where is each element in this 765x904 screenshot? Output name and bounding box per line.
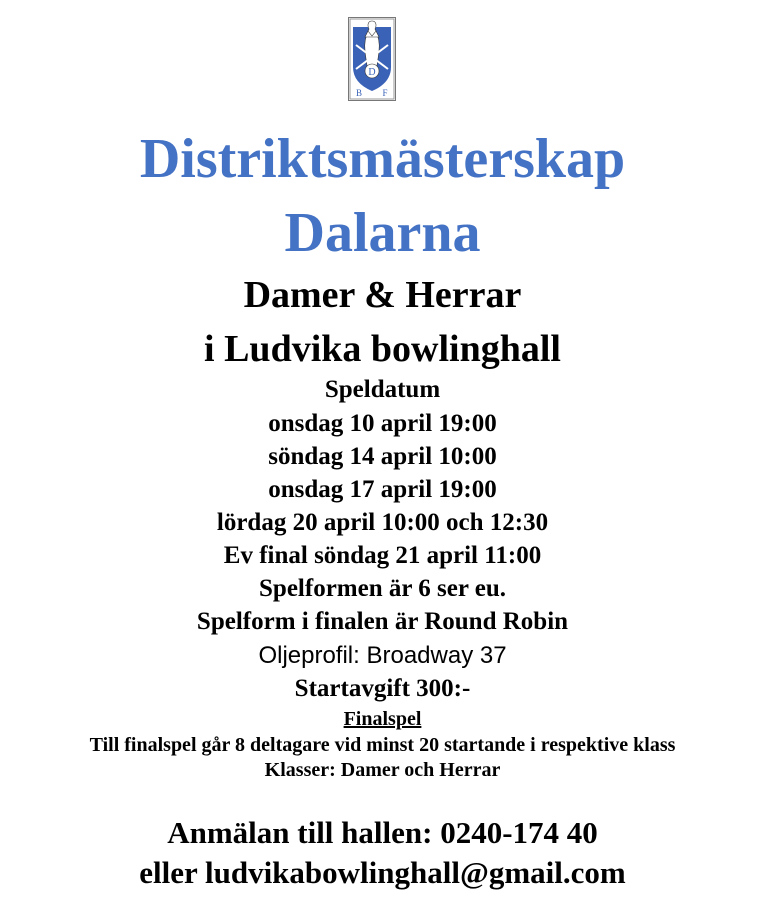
oil-profile: Oljeprofil: Broadway 37	[258, 642, 507, 669]
schedule-date-2: söndag 14 april 10:00	[268, 443, 497, 470]
finals-heading: Finalspel	[343, 708, 422, 730]
title-line-2: Dalarna	[284, 202, 481, 264]
schedule-date-3: onsdag 17 april 19:00	[268, 476, 497, 503]
title-line-1: Distriktsmästerskap	[139, 128, 626, 190]
schedule-date-1: onsdag 10 april 19:00	[268, 410, 497, 437]
logo-letter-f: F	[382, 88, 388, 98]
signup-phone: Anmälan till hallen: 0240-174 40	[167, 815, 598, 850]
finals-rule: Till finalspel går 8 deltagare vid minst 20 startande i respektive klass	[89, 734, 676, 756]
federation-logo	[348, 17, 396, 101]
logo-letter-b: B	[355, 88, 363, 98]
final-format-line: Spelform i finalen är Round Robin	[196, 608, 569, 635]
format-line: Spelformen är 6 ser eu.	[259, 575, 506, 602]
finals-classes: Klasser: Damer och Herrar	[264, 759, 501, 781]
schedule-label: Speldatum	[324, 376, 441, 403]
heading-line-2: i Ludvika bowlinghall	[204, 328, 561, 370]
schedule-date-5: Ev final söndag 21 april 11:00	[223, 542, 542, 569]
logo-letter-d: D	[368, 67, 376, 78]
heading-line-1: Damer & Herrar	[243, 274, 522, 316]
start-fee: Startavgift 300:-	[294, 675, 471, 702]
schedule-date-4: lördag 20 april 10:00 och 12:30	[216, 509, 549, 536]
signup-email: eller ludvikabowlinghall@gmail.com	[139, 855, 626, 890]
